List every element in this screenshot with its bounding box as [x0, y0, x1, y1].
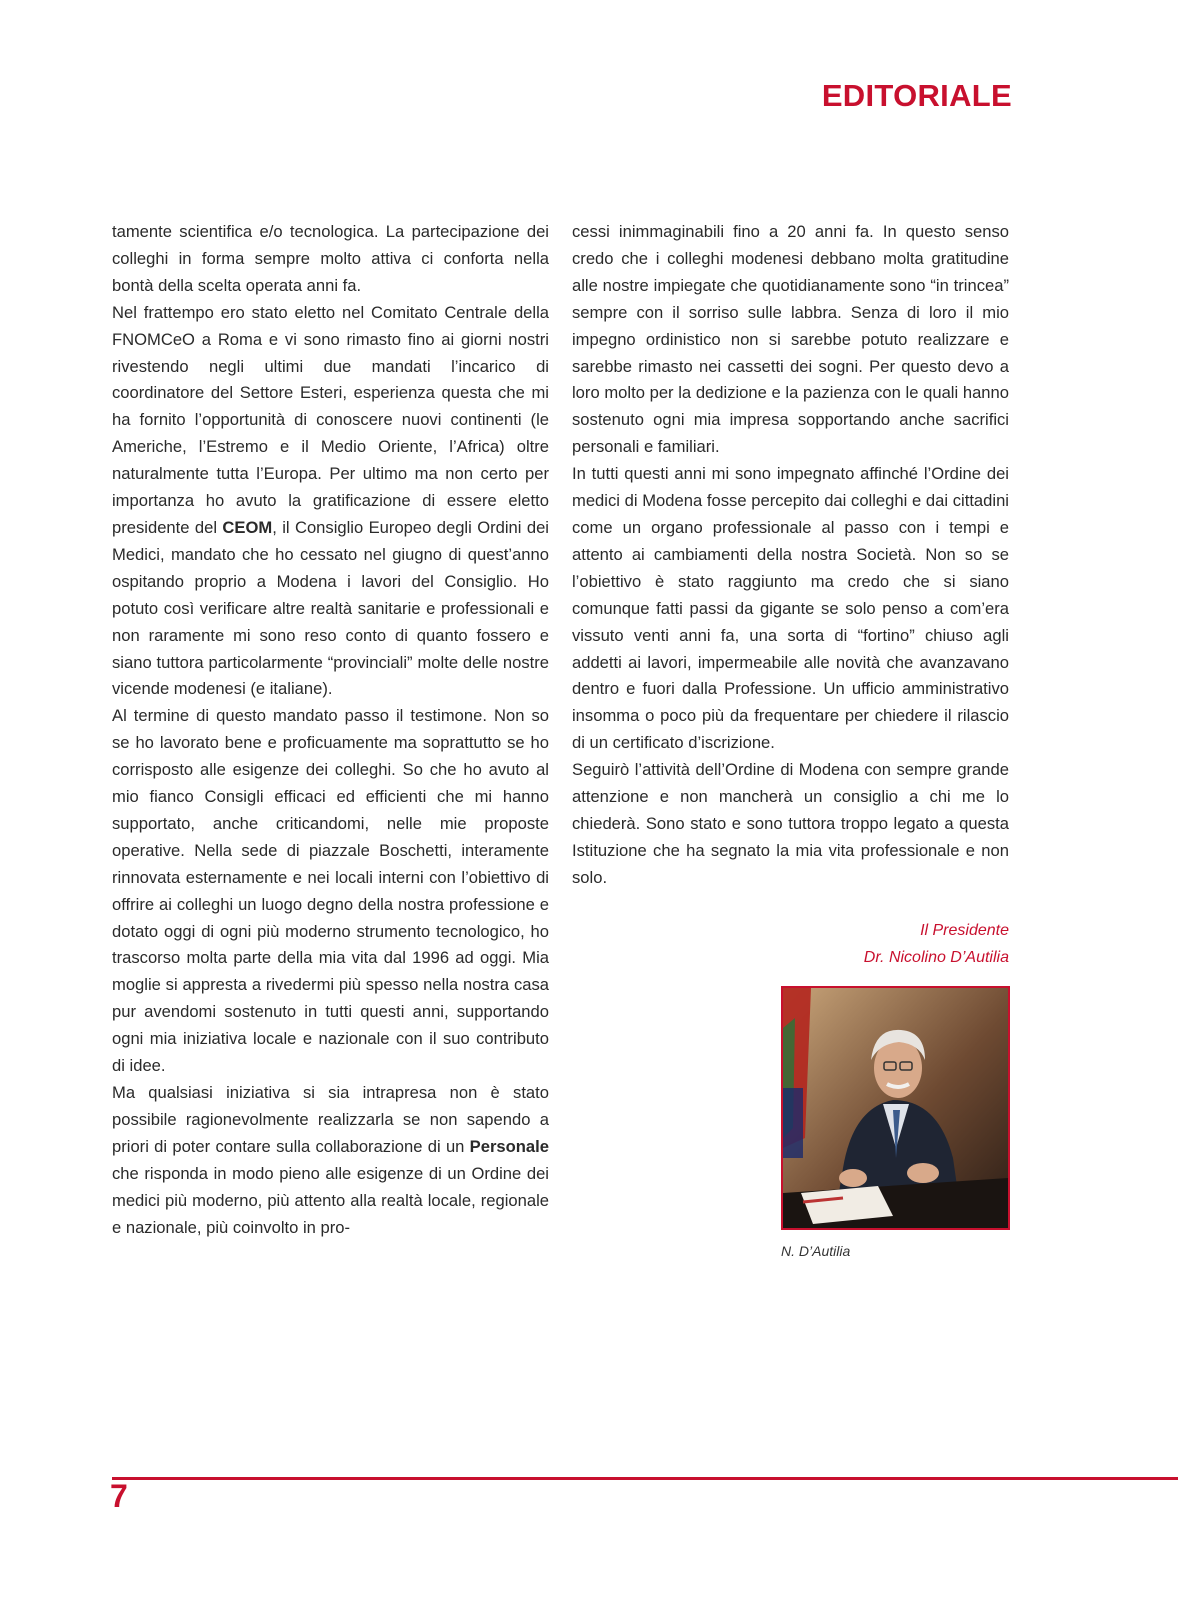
bold-term-ceom: CEOM — [222, 517, 273, 537]
paragraph: cessi inimmaginabili fino a 20 anni fa. In questo senso credo che i colleghi modenesi debbano molta gratitudine alle nostre impiegate che quotidianamente sono “in trincea” sempre con il sorriso sulle labbra. Senza di loro il mio impegno ordinistico non si sarebbe potuto realizzare e sarebbe rimasto nei cassetti dei sogni. Per questo devo a loro molto per la dedizione e la pazienza con le quali hanno sostenuto ogni mia impresa sopportando anche sacrifici personali e familiari. — [572, 222, 1009, 457]
photo-caption: N. D’Autilia — [781, 1243, 851, 1259]
text-run: che risponda in modo pieno alle esigenze di un Ordine dei medici più moderno, più attento alla realtà locale, regionale e nazionale, più coinvolto in pro- — [112, 1163, 549, 1237]
paragraph: Seguirò l’attività dell’Ordine di Modena con sempre grande attenzione e non mancherà un consiglio a chi me lo chiederà. Sono stato e sono tuttora troppo legato a questa Istituzione che ha segnato la mia vita professionale e non solo. — [572, 760, 1009, 887]
paragraph — [112, 300, 549, 704]
text-run: , il Consiglio Europeo degli Ordini dei Medici, mandato che ho cessato nel giugno di quest’anno ospitando proprio a Modena i lavori del Consiglio. Ho potuto così verificare altre realtà sanitarie e professionali e non raramente mi sono reso conto di quanto fossero e siano tuttora particolarmente “provinciali” molte delle nostre vicende modenesi (e italiane). — [112, 517, 549, 699]
page-number: 7 — [110, 1478, 128, 1514]
paragraph: In tutti questi anni mi sono impegnato affinché l’Ordine dei medici di Modena fosse percepito dai colleghi e dai cittadini come un organo professionale al passo con i tempi e attento ai cambiamenti della nostra Società. Non so se l’obiettivo è stato raggiunto ma credo che si siano comunque fatti passi da gigante se solo penso a com’era vissuto venti anni fa, una sorta di “fortino” chiuso agli addetti ai lavori, impermeabile alle novità che avanzavano dentro e fuori dalla Professione. Un ufficio amministrativo insomma o poco più da frequentare per chiedere il rilascio di un certificato d’iscrizione. — [572, 464, 1009, 753]
signature-block — [864, 917, 1009, 971]
article-column-left — [112, 219, 549, 1241]
author-photo-illustration — [783, 988, 1008, 1228]
paragraph: tamente scientifica e/o tecnologica. La partecipazione dei colleghi in forma sempre molto attiva ci conforta nella bontà della scelta operata anni fa. — [112, 222, 549, 295]
paragraph: Al termine di questo mandato passo il testimone. Non so se ho lavorato bene e proficuamente ma soprattutto se ho corrisposto alle esigenze dei colleghi. So che ho avuto al mio fianco Consigli efficaci ed efficienti che mi hanno supportato, anche criticandomi, nelle mie proposte operative. Nella sede di piazzale Boschetti, interamente rinnovata esternamente e nei locali interni con l’obiettivo di offrire ai colleghi un luogo degno della nostra professione e dotato oggi di ogni più moderno strumento tecnologico, ho trascorso molta parte della mia vita dal 1996 ad oggi. Mia moglie si appresta a rivedermi più spesso nella nostra casa pur avendomi sostenuto in tutti questi anni, supportando ogni mia iniziativa locale e nazionale con il suo contributo di idee. — [112, 706, 549, 1076]
text-run: Nel frattempo ero stato eletto nel Comitato Centrale della FNOMCeO a Roma e vi sono rimasto fino ai giorni nostri rivestendo negli ultimi due mandati l’incarico di coordinatore del Settore Esteri, esperienza questa che mi ha fornito l’opportunità di conoscere nuovi continenti (le Americhe, l’Estremo e il Medio Oriente, l’Africa) oltre naturalmente tutta l’Europa. Per ultimo ma non certo per importanza ho avuto la gratificazione di essere eletto presidente del — [112, 302, 549, 537]
paragraph — [112, 1080, 549, 1241]
section-title: EDITORIALE — [821, 78, 1012, 113]
footer-rule — [112, 1477, 1178, 1480]
signature-name: Dr. Nicolino D’Autilia — [863, 949, 1009, 966]
signature-role: Il Presidente — [920, 922, 1009, 939]
article-column-right — [572, 219, 1009, 892]
author-photo — [781, 986, 1010, 1230]
bold-term-personale: Personale — [469, 1136, 549, 1156]
text-run: Ma qualsiasi iniziativa si sia intrapresa non è stato possibile ragionevolmente realizzarla se non sapendo a priori di poter contare sulla collaborazione di un — [112, 1083, 549, 1156]
